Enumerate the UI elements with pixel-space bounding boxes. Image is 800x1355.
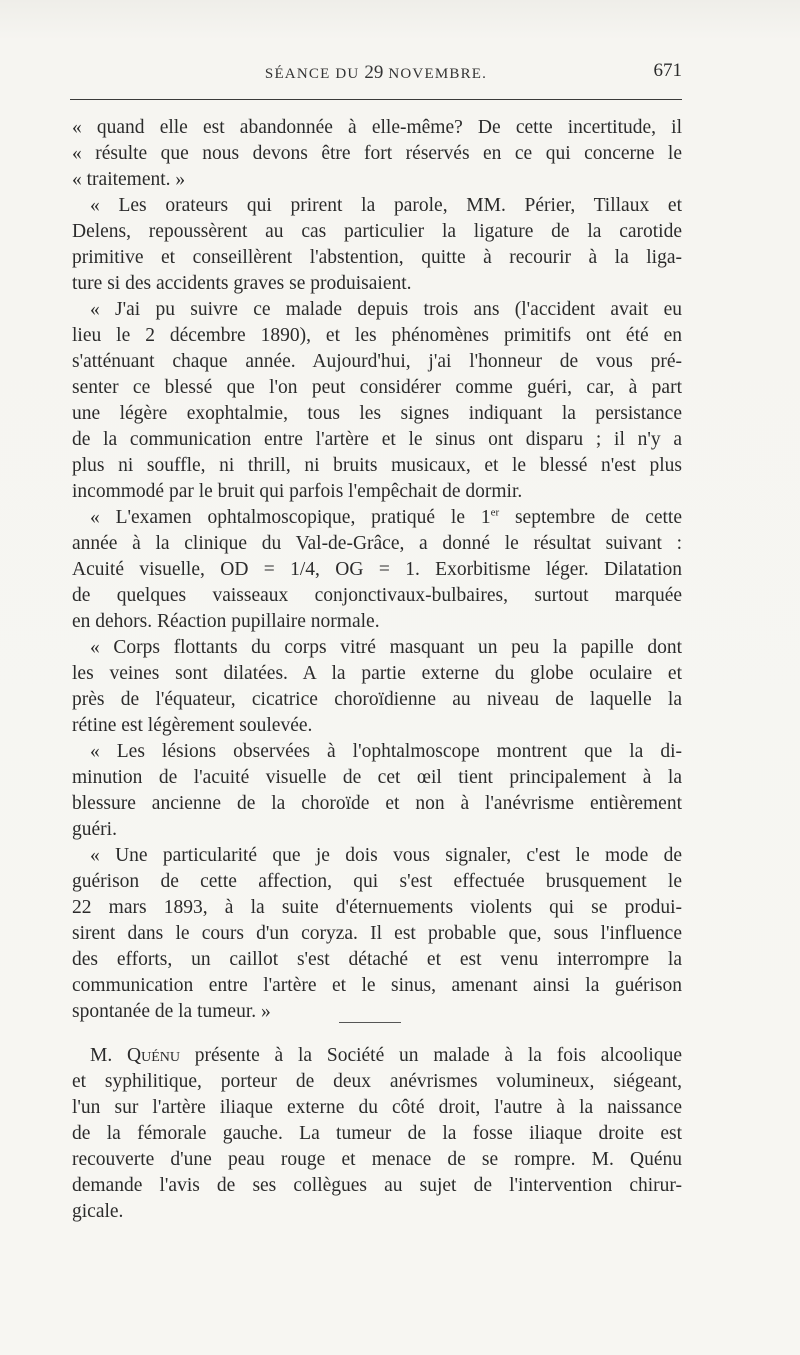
text-line: « Les lésions observées à l'ophtalmoscope montrent que la di-	[90, 741, 682, 762]
text-line: plus ni souffle, ni thrill, ni bruits musicaux, et le blessé n'est plus	[72, 455, 682, 476]
text-line: l'un sur l'artère iliaque externe du côté droit, l'autre à la naissance	[72, 1097, 682, 1118]
text-line: une légère exophtalmie, tous les signes indiquant la persistance	[72, 403, 682, 424]
text-line: lieu le 2 décembre 1890), et les phénomènes primitifs ont été en	[72, 325, 682, 346]
page-header	[70, 62, 682, 90]
text-line	[72, 1043, 682, 1069]
page-number: 671	[653, 60, 682, 81]
text-line: « Une particularité que je dois vous signaler, c'est le mode de	[90, 845, 682, 866]
text-line: « J'ai pu suivre ce malade depuis trois ans (l'accident avait eu	[90, 299, 682, 320]
text-line: incommodé par le bruit qui parfois l'empêchait de dormir.	[72, 481, 523, 502]
text-line: en dehors. Réaction pupillaire normale.	[72, 611, 380, 632]
text-line: « résulte que nous devons être fort réservés en ce qui concerne le	[72, 143, 682, 164]
speaker-name: Quénu	[127, 1045, 180, 1066]
body-text-queenu	[72, 1043, 682, 1225]
text-line: gicale.	[72, 1201, 124, 1222]
text-line: Delens, repoussèrent au cas particulier la ligature de la carotide	[72, 221, 682, 242]
header-rule	[70, 99, 682, 100]
text-line: guérison de cette affection, qui s'est effectuée brusquement le	[72, 871, 682, 892]
text-line: près de l'équateur, cicatrice choroïdienne au niveau de laquelle la	[72, 689, 682, 710]
ordinal-superscript: er	[490, 506, 500, 519]
text-line: « traitement. »	[72, 169, 186, 190]
text-line: « Corps flottants du corps vitré masquant un peu la papille dont	[90, 637, 682, 658]
text-line: recouverte d'une peau rouge et menace de se rompre. M. Quénu	[72, 1149, 682, 1170]
text-line: spontanée de la tumeur. »	[72, 1001, 271, 1022]
running-title-post: NOVEMBRE.	[383, 66, 488, 82]
text-fragment: M.	[90, 1045, 128, 1066]
text-line: sirent dans le cours d'un coryza. Il est probable que, sous l'influence	[72, 923, 682, 944]
text-line: blessure ancienne de la choroïde et non à l'anévrisme entièrement	[72, 793, 682, 814]
text-line: ture si des accidents graves se produisaient.	[72, 273, 412, 294]
text-line: guéri.	[72, 819, 117, 840]
text-line: s'atténuant chaque année. Aujourd'hui, j'ai l'honneur de vous pré-	[72, 351, 682, 372]
text-line: et syphilitique, porteur de deux anévrismes volumineux, siégeant,	[72, 1071, 682, 1092]
text-line: année à la clinique du Val-de-Grâce, a donné le résultat suivant :	[72, 533, 682, 554]
text-line	[72, 505, 682, 531]
running-title-pre: SÉANCE DU	[264, 66, 365, 82]
text-line: les veines sont dilatées. A la partie externe du globe oculaire et	[72, 663, 682, 684]
text-line: rétine est légèrement soulevée.	[72, 715, 313, 736]
text-line: communication entre l'artère et le sinus, amenant ainsi la guérison	[72, 975, 682, 996]
running-title-day: 29	[364, 62, 384, 83]
text-line: de quelques vaisseaux conjonctivaux-bulbaires, surtout marquée	[72, 585, 682, 606]
text-line: des efforts, un caillot s'est détaché et est venu interrompre la	[72, 949, 682, 970]
text-line: primitive et conseillèrent l'abstention, quitte à recourir à la liga-	[72, 247, 682, 268]
text-line: « Les orateurs qui prirent la parole, MM. Périer, Tillaux et	[90, 195, 682, 216]
text-fragment: septembre de cette	[499, 507, 682, 528]
text-line: Acuité visuelle, OD = 1/4, OG = 1. Exorbitisme léger. Dilatation	[72, 559, 682, 580]
text-line: demande l'avis de ses collègues au sujet de l'intervention chirur-	[72, 1175, 682, 1196]
section-separator	[339, 1022, 401, 1023]
text-line: senter ce blessé que l'on peut considérer comme guéri, car, à part	[72, 377, 682, 398]
text-fragment: présente à la Société un malade à la fois alcoolique	[179, 1045, 682, 1066]
text-line: 22 mars 1893, à la suite d'éternuements violents qui se produi-	[72, 897, 682, 918]
text-line: de la communication entre l'artère et le sinus ont disparu ; il n'y a	[72, 429, 682, 450]
text-line: « quand elle est abandonnée à elle-même? De cette incertitude, il	[72, 117, 682, 138]
text-line: de la fémorale gauche. La tumeur de la fosse iliaque droite est	[72, 1123, 682, 1144]
body-text-quoted	[72, 115, 682, 1025]
running-title	[70, 62, 682, 84]
text-line: minution de l'acuité visuelle de cet œil tient principalement à la	[72, 767, 682, 788]
text-fragment: « L'examen ophtalmoscopique, pratiqué le 1	[90, 507, 491, 528]
